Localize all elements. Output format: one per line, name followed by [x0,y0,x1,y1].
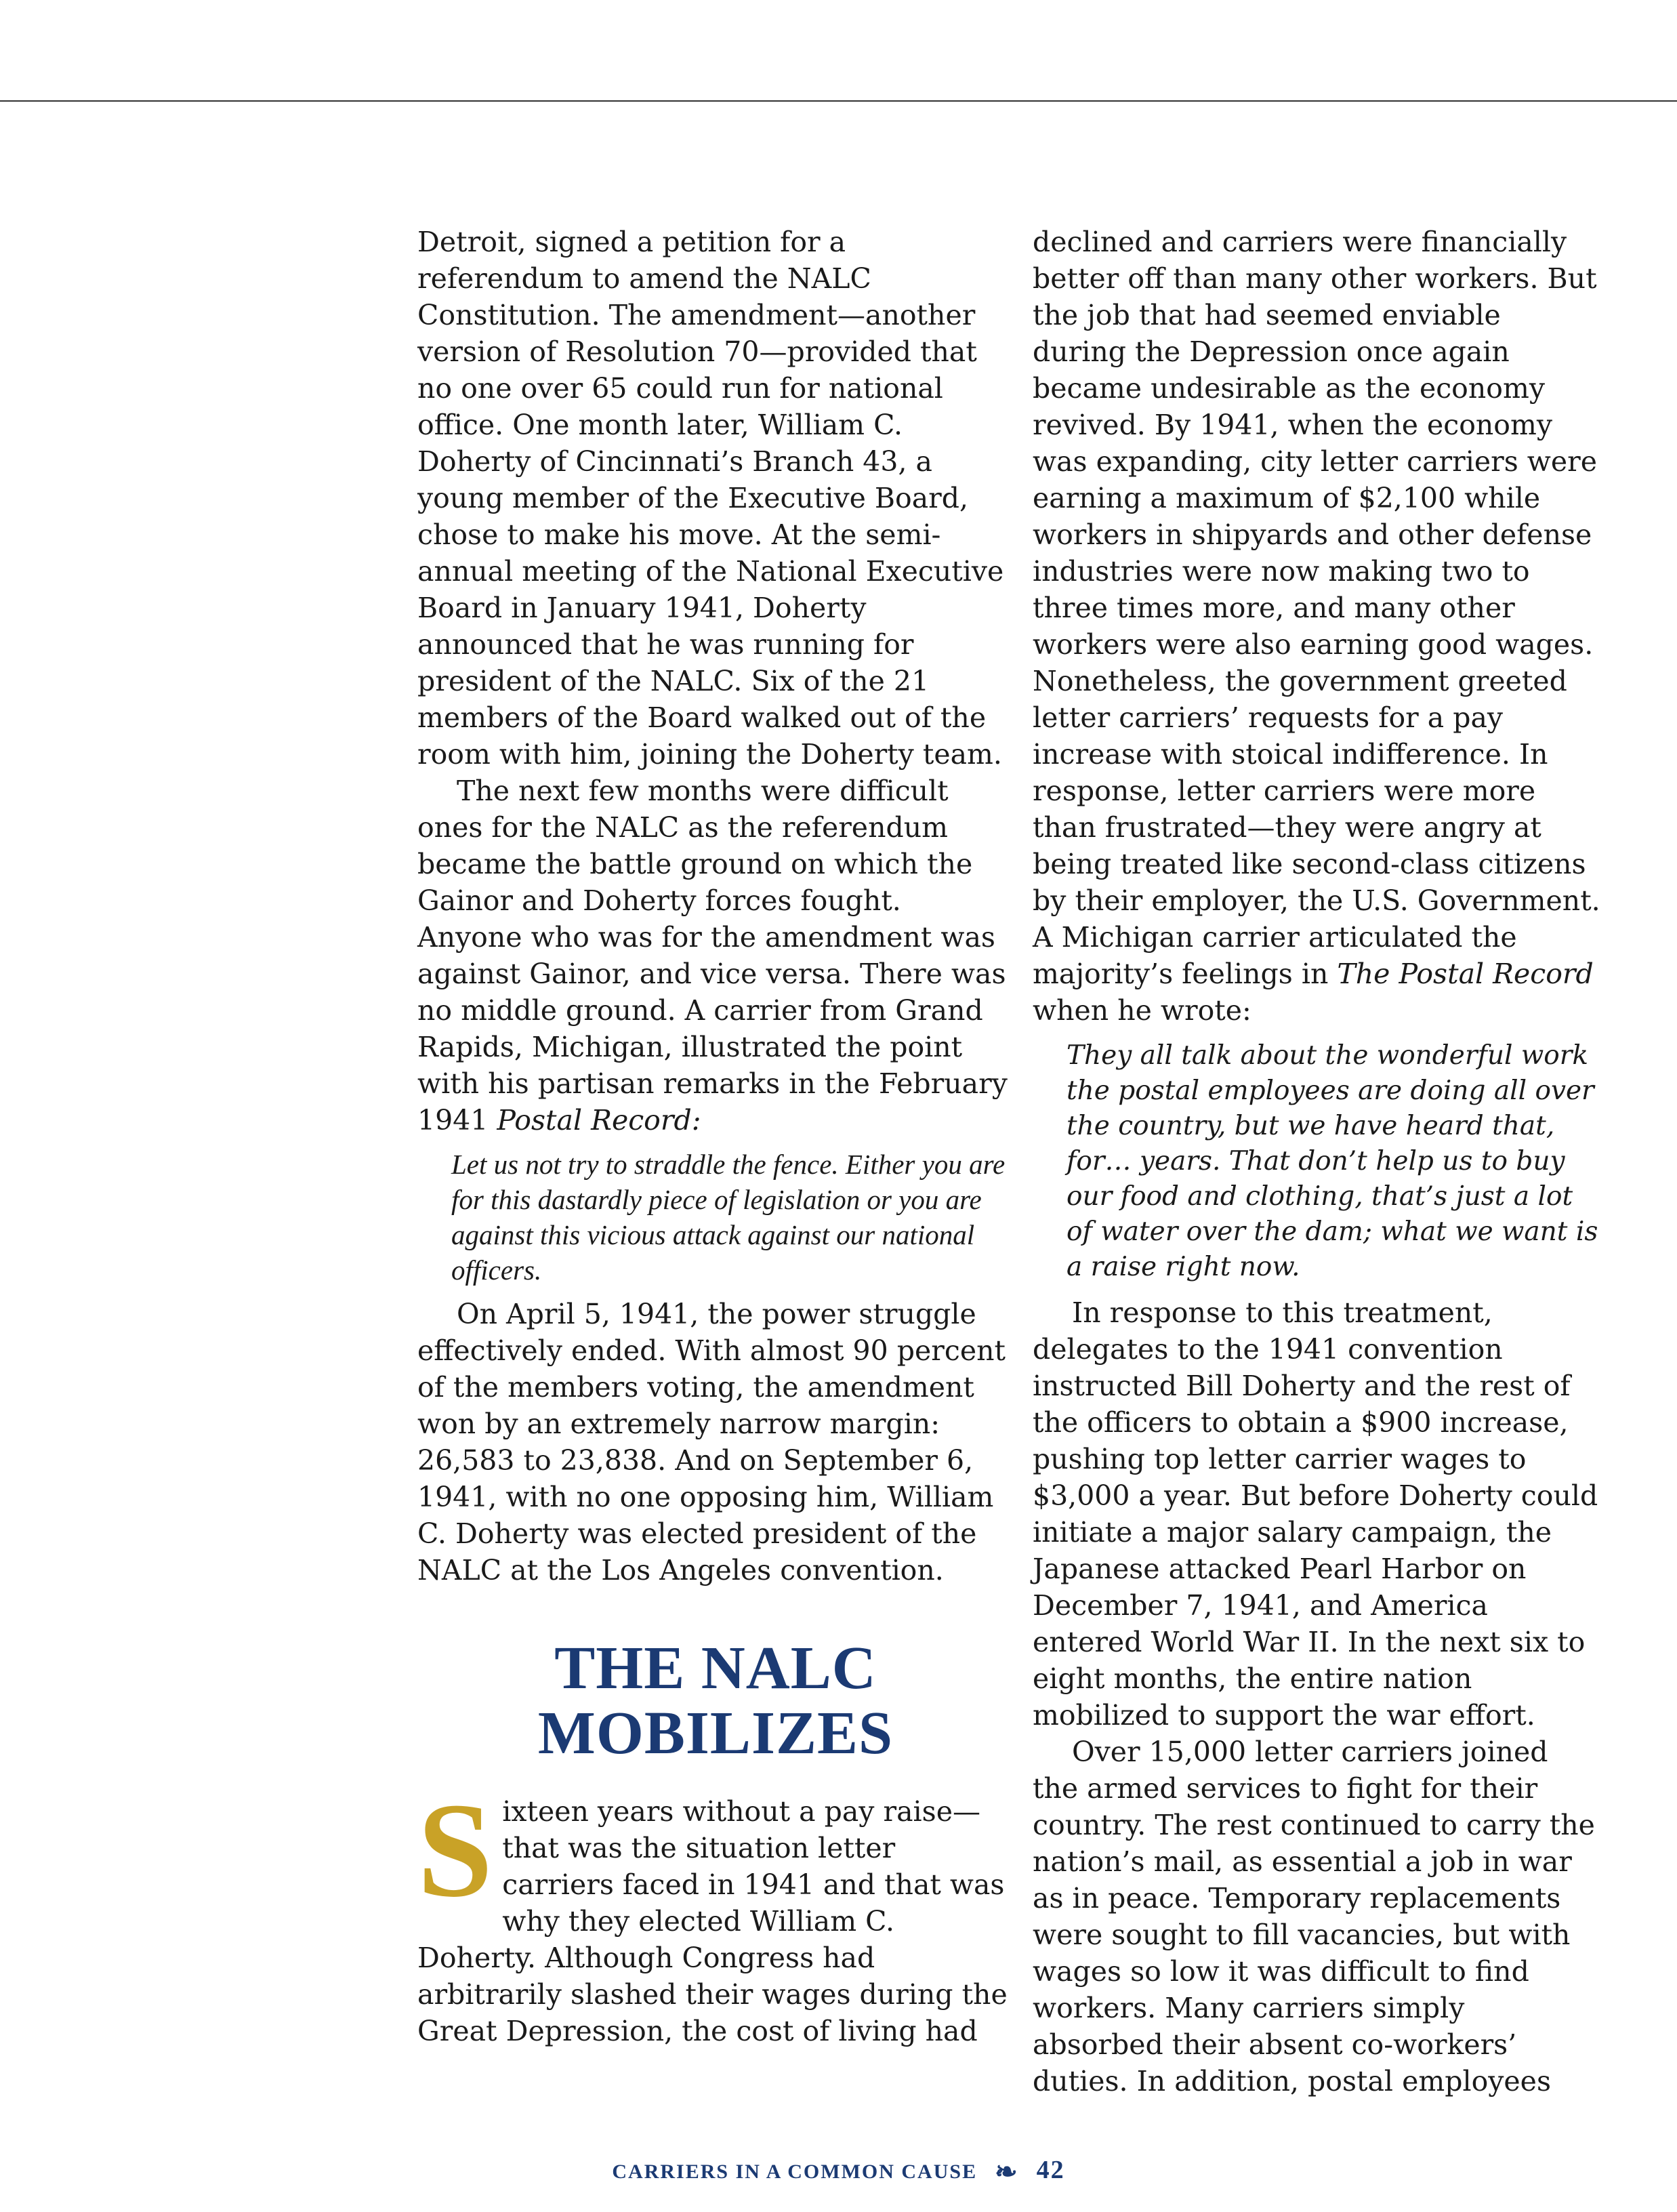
left-paragraph-2-text: The next few months were difficult ones for the NALC as the referendum became the battle ground on which the Gainor and Doherty forces fought. Anyone who was for the amendment was against Gainor, and vice versa. There was no middle ground. A carrier from Grand Rapids, Michigan, illustrated the point with his partisan remarks in the February 1941 [417,775,1008,1136]
left-paragraph-4 [417,1776,1014,2049]
left-paragraph-2-publication: Postal Record: [497,1104,701,1136]
right-paragraph-1-text: declined and carriers were financially better off than many other workers. But the job that had seemed enviable during the Depression once again became undesirable as the economy revived. By 1941, when the economy was expanding, city letter carriers were earning a maximum of $2,100 while workers in shipyards and other defense industries were now making two to three times more, and many other workers were also earning good wages. Nonetheless, the government greeted letter carriers’ requests for a pay increase with stoical indifference. In response, letter carriers were more than frustrated—they were angry at being treated like second-class citizens by their employer, the U.S. Government. A Michigan carrier articulated the majority’s feelings in [1033,226,1600,990]
left-block-quote: Let us not try to straddle the fence. Either you are for this dastardly piece of legislation or you are against this vicious attack against our national officers. [451,1149,1006,1286]
right-column [1033,224,1602,2100]
drop-cap: S [417,1776,493,1925]
left-paragraph-1: Detroit, signed a petition for a referendum to amend the NALC Constitution. The amendment—another version of Resolution 70—provided that no one over 65 could run for national office. One month later, William C. Doherty of Cincinnati’s Branch 43, a young member of the Executive Board, chose to make his move. At the semi-annual meeting of the National Executive Board in January 1941, Doherty announced that he was running for president of the NALC. Six of the 21 members of the Board walked out of the room with him, joining the Doherty team. [417,226,1004,771]
left-paragraph-2 [417,773,1014,1139]
footer-title: CARRIERS IN A COMMON CAUSE [612,2160,978,2183]
section-heading-line-2: MOBILIZES [537,1700,894,1767]
left-column [417,224,1014,2049]
right-paragraph-2: In response to this treatment, delegates to the 1941 convention instructed Bill Doherty and the rest of the officers to obtain a $900 increase, pushing top letter carrier wages to $3,000 a year. But before Doherty could initiate a major salary campaign, the Japanese attacked Pearl Harbor on December 7, 1941, and America entered World War II. In the next six to eight months, the entire nation mobilized to support the war effort. [1033,1296,1598,1732]
page-footer [0,2155,1677,2188]
header-rule [0,100,1677,102]
right-paragraph-1 [1033,224,1602,1029]
section-heading [417,1636,1014,1766]
right-paragraph-3: Over 15,000 letter carriers joined the armed services to fight for their country. The rest continued to carry the nation’s mail, as essential a job in war as in peace. Temporary replacements were sought to fill vacancies, but with wages so low it was difficult to find workers. Many carriers simply absorbed their absent co-workers’ duties. In addition, postal employees [1033,1736,1595,2097]
right-paragraph-1-end: when he wrote: [1033,994,1251,1027]
left-paragraph-4-text: ixteen years without a pay raise—that was the situation letter carriers faced in 1941 and that was why they elected William C. Doherty. Although Congress had arbitrarily slashed their wages during the Great Depression, the cost of living had [417,1795,1008,2047]
left-paragraph-3: On April 5, 1941, the power struggle effectively ended. With almost 90 percent of the members voting, the amendment won by an extremely narrow margin: 26,583 to 23,838. And on September 6, 1941, with no one opposing him, William C. Doherty was elected president of the NALC at the Los Angeles convention. [417,1298,1006,1586]
section-heading-line-1: THE NALC [554,1635,877,1702]
page-number: 42 [1036,2156,1065,2184]
right-paragraph-1-publication: The Postal Record [1337,958,1594,990]
fleuron-icon: ❧ [995,2156,1019,2187]
right-block-quote: They all talk about the wonderful work the postal employees are doing all over the country, but we have heard that, for… years. That don’t help us to buy our food and clothing, that’s just a lot of water over the dam; what we want is a raise right now. [1067,1040,1598,1282]
